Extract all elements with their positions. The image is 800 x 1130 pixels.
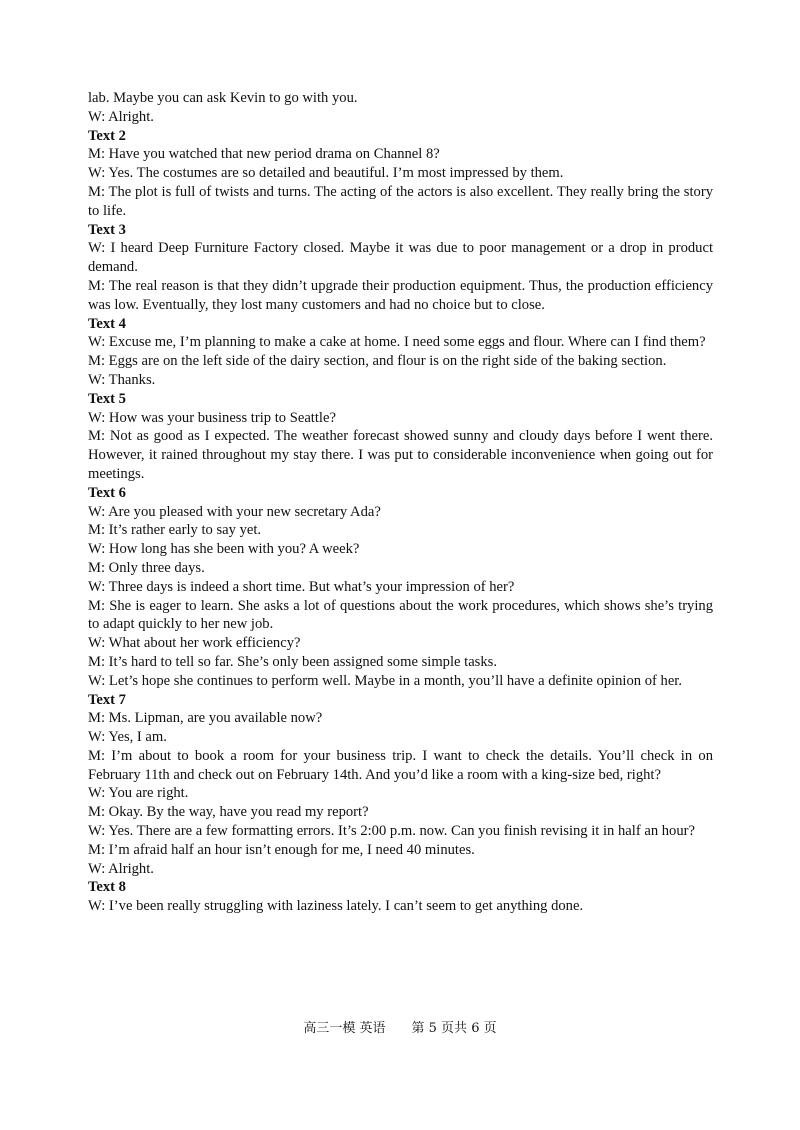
dialogue-line: M: Eggs are on the left side of the dairy section, and flour is on the right side of the baking section. [88,353,667,370]
page-footer: 高三一模 英语 第 5 页共 6 页 [303,1021,497,1036]
dialogue-line: W: Let’s hope she continues to perform well. Maybe in a month, you’ll have a definite opinion of her. [88,672,683,689]
dialogue-line: M: She is eager to learn. She asks a lot of questions about the work procedures, which shows she’s trying to adapt quickly to her new job. [88,597,713,633]
document-body [88,89,713,916]
dialogue-line: W: What about her work efficiency? [88,635,301,652]
dialogue-line: W: How long has she been with you? A week? [88,541,360,558]
dialogue-line: W: Three days is indeed a short time. But what’s your impression of her? [88,578,515,595]
dialogue-line: W: Yes. There are a few formatting errors. It’s 2:00 p.m. now. Can you finish revising it in half an hour? [88,823,695,840]
section-heading: Text 4 [88,315,126,332]
dialogue-line: W: You are right. [88,785,189,802]
dialogue-line: M: It’s hard to tell so far. She’s only been assigned some simple tasks. [88,653,497,670]
dialogue-line: W: Alright. [88,108,154,125]
dialogue-line: M: I’m afraid half an hour isn’t enough for me, I need 40 minutes. [88,841,475,858]
dialogue-line: M: I’m about to book a room for your business trip. I want to check the details. You’ll check in on February 11th and check out on February 14th. And you’d like a room with a king-size bed, right? [88,747,713,783]
dialogue-line: W: How was your business trip to Seattle? [88,409,336,426]
dialogue-line: W: I’ve been really struggling with laziness lately. I can’t seem to get anything done. [88,898,584,915]
dialogue-line: M: Ms. Lipman, are you available now? [88,710,323,727]
section-heading: Text 3 [88,221,126,238]
dialogue-line: M: The plot is full of twists and turns. The acting of the actors is also excellent. They really bring the story to life. [88,183,713,219]
dialogue-line: W: Alright. [88,860,154,877]
dialogue-line: W: I heard Deep Furniture Factory closed. Maybe it was due to poor management or a drop in product demand. [88,240,713,276]
dialogue-line: M: The real reason is that they didn’t upgrade their production equipment. Thus, the production efficiency was low. Eventually, they lost many customers and had no choice but to close. [88,277,713,313]
dialogue-line: W: Thanks. [88,371,156,388]
dialogue-line: M: It’s rather early to say yet. [88,522,262,539]
dialogue-line: M: Okay. By the way, have you read my report? [88,804,369,821]
dialogue-line: W: Yes, I am. [88,729,167,746]
dialogue-line: W: Excuse me, I’m planning to make a cake at home. I need some eggs and flour. Where can I find them? [88,334,706,351]
section-heading: Text 8 [88,879,126,896]
dialogue-line: M: Only three days. [88,559,205,576]
dialogue-line: W: Yes. The costumes are so detailed and beautiful. I’m most impressed by them. [88,165,564,182]
section-heading: Text 6 [88,484,126,501]
dialogue-line: M: Not as good as I expected. The weather forecast showed sunny and cloudy days before I went there. However, it rained throughout my stay there. I was put to considerable inconvenience when going out for meetings. [88,428,713,482]
dialogue-line: W: Are you pleased with your new secretary Ada? [88,503,381,520]
section-heading: Text 2 [88,127,126,144]
section-heading: Text 7 [88,691,126,708]
dialogue-line: lab. Maybe you can ask Kevin to go with you. [88,90,358,106]
dialogue-line: M: Have you watched that new period drama on Channel 8? [88,146,440,163]
section-heading: Text 5 [88,390,126,407]
